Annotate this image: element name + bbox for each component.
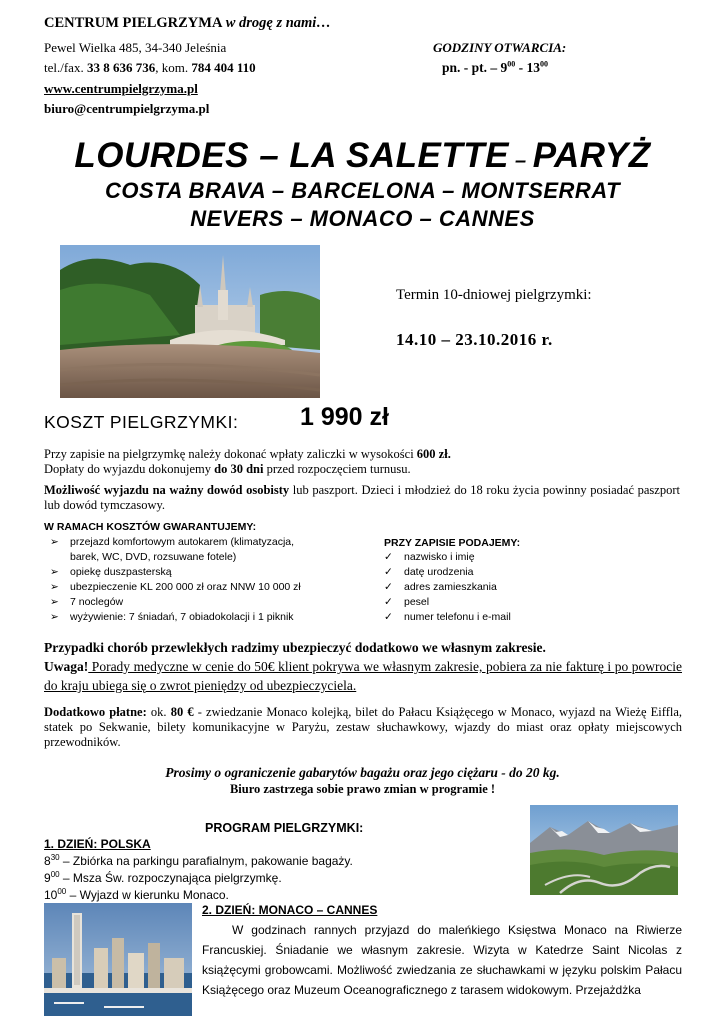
extra-amount: 80 € — [170, 705, 194, 719]
warning-text: Porady medyczne w cenie do 50€ klient pokrywa we własnym zakresie, pobiera za nie fakturę i po powrocie do kraju ubiega się o zwrot pieniędzy od ubezpieczyciela. — [44, 659, 682, 693]
guarantee-item-text: opiekę duszpasterską — [70, 566, 172, 578]
header-org — [44, 14, 331, 32]
time-minute: 00 — [50, 870, 60, 879]
guarantee-item-text: przejazd komfortowym autokarem (klimatyzacja, — [70, 536, 295, 548]
time-minute: 30 — [50, 853, 60, 862]
enroll-list — [378, 550, 678, 625]
hours-open-sup: 00 — [507, 59, 516, 69]
phone-line — [44, 59, 256, 77]
deposit-amount: 600 zł. — [416, 447, 451, 461]
list-item: ➢ opiekę duszpasterską — [50, 566, 172, 578]
list-item: ✓ nazwisko i imię — [384, 551, 475, 563]
changes-note: Biuro zastrzega sobie prawo zmian w programie ! — [229, 782, 496, 796]
subtitle-1: COSTA BRAVA – BARCELONA – MONTSERRAT — [104, 178, 621, 203]
day1-line — [44, 870, 353, 887]
luggage-note: Prosimy o ograniczenie gabarytów bagażu oraz jego ciężaru - do 20 kg. — [165, 765, 560, 780]
deposit-text: Przy zapisie na pielgrzymkę należy dokonać wpłaty zaliczki w wysokości — [44, 447, 417, 461]
main-title — [0, 135, 725, 182]
extra-label: Dodatkowo płatne: — [44, 705, 147, 719]
list-item: ✓ numer telefonu i e-mail — [384, 611, 511, 623]
list-item: ✓ pesel — [384, 596, 430, 608]
mobile-prefix: , kom. — [155, 60, 189, 75]
mountain-road-image — [530, 805, 678, 895]
term-dates: 14.10 – 23.10.2016 r. — [396, 330, 553, 349]
guarantee-item-text: 7 noclegów — [70, 596, 124, 608]
main-title-part2: PARYŻ — [532, 136, 651, 175]
org-name: CENTRUM PIELGRZYMA — [44, 15, 223, 31]
guarantee-list — [44, 535, 364, 625]
enroll-item-text: nazwisko i imię — [404, 551, 475, 563]
day2-title: 2. DZIEŃ: MONACO – CANNES — [202, 903, 378, 917]
term-label: Termin 10-dniowej pielgrzymki: — [396, 287, 592, 303]
subtitle-2: NEVERS – MONACO – CANNES — [190, 206, 535, 231]
phone-number: 33 8 636 736 — [86, 60, 156, 75]
guarantee-title: W RAMACH KOSZTÓW GWARANTUJEMY: — [44, 521, 257, 533]
price-label: KOSZT PIELGRZYMKI: — [44, 412, 239, 432]
warning-note — [44, 657, 682, 695]
day1-title: 1. DZIEŃ: POLSKA — [44, 837, 151, 851]
surcharge-line — [44, 462, 680, 477]
enroll-item-text: adres zamieszkania — [404, 581, 497, 593]
list-item: ➢ ubezpieczenie KL 200 000 zł oraz NNW 10 000 zł — [50, 581, 301, 593]
documents-text: lub paszport. Dzieci i młodzież do 18 roku życia powinny posiadać paszport lub dowód tymczasowy. — [44, 483, 680, 512]
phone-prefix: tel./fax. — [44, 60, 84, 75]
extra-text: - zwiedzanie Monaco kolejką, bilet do Pałacu Książęcego w Monaco, wyjazd na Wieżę Eiffla, statek po Sekwanie, bilety komunikacyjne w Paryżu, zestaw słuchawkowy, wjazdy do miast oraz opłaty miejscowych przewodników. — [44, 705, 683, 749]
documents-bold: Możliwość wyjazdu na ważny dowód osobisty — [44, 483, 290, 497]
enroll-item-text: datę urodzenia — [404, 566, 474, 578]
day1-line-text: – Wyjazd w kierunku Monaco. — [66, 888, 229, 902]
hours-value — [442, 59, 548, 77]
day1-section — [44, 836, 353, 904]
extra-costs — [44, 705, 682, 750]
day1-line-text: – Zbiórka na parkingu parafialnym, pakowanie bagaży. — [59, 854, 353, 868]
payment-info — [44, 447, 680, 513]
main-title-part1: LOURDES – LA SALETTE — [74, 136, 509, 175]
day2-text: W godzinach rannych przyjazd do maleńkiego Księstwa Monaco na Riwierze Francuskiej. Śniadanie we własnym zakresie. Wizyta w Katedrze Saint Nicolas z książęcymi grobowcami. Możliwość zwiedzania ze słuchawkami w języku polskim Pałacu Książęcego oraz Muzeum Oceanograficznego z tarasem widokowym. Przejażdżka — [202, 923, 682, 997]
day1-line — [44, 853, 353, 870]
extra-pre: ok. — [146, 705, 171, 719]
hours-sep: - 13 — [515, 60, 541, 75]
notes-block — [44, 638, 682, 695]
surcharge-text: Dopłaty do wyjazdu dokonujemy — [44, 462, 215, 476]
monaco-harbor-image — [44, 903, 192, 1016]
list-item: ➢ przejazd komfortowym autokarem (klimatyzacja, barek, WC, DVD, rozsuwane fotele) — [50, 536, 295, 563]
org-slogan: w drogę z nami… — [225, 15, 331, 31]
lourdes-sanctuary-image — [60, 245, 320, 398]
guarantee-item-text: ubezpieczenie KL 200 000 zł oraz NNW 10 000 zł — [70, 581, 301, 593]
list-item: ✓ adres zamieszkania — [384, 581, 497, 593]
time-hour: 9 — [44, 871, 51, 885]
list-item: ✓ datę urodzenia — [384, 566, 474, 578]
enroll-title: PRZY ZAPISIE PODAJEMY: — [384, 537, 521, 549]
day2-section — [202, 902, 682, 1000]
chronic-note: Przypadki chorób przewlekłych radzimy ubezpieczyć dodatkowo we własnym zakresie. — [44, 640, 546, 655]
warning-label: Uwaga! — [44, 659, 89, 674]
hours-title: GODZINY OTWARCIA: — [433, 40, 567, 55]
surcharge-deadline: do 30 dni — [214, 462, 264, 476]
address: Pewel Wielka 485, 34-340 Jeleśnia — [44, 40, 227, 55]
surcharge-text-end: przed rozpoczęciem turnusu. — [263, 462, 411, 476]
enroll-item-text: numer telefonu i e-mail — [404, 611, 511, 623]
list-item: ➢ 7 noclegów — [50, 596, 124, 608]
documents-line — [44, 483, 680, 513]
time-minute: 00 — [57, 887, 67, 896]
program-title: PROGRAM PIELGRZYMKI: — [205, 821, 364, 835]
price-value: 1 990 zł — [300, 403, 389, 431]
guarantee-item-cont: barek, WC, DVD, rozsuwane fotele) — [70, 551, 237, 563]
enroll-item-text: pesel — [404, 596, 430, 608]
hours-days: pn. - pt. – 9 — [442, 60, 508, 75]
main-title-dash: – — [508, 150, 533, 172]
mobile-number: 784 404 110 — [191, 60, 256, 75]
email-link[interactable]: biuro@centrumpielgrzyma.pl — [44, 101, 210, 116]
day1-line-text: – Msza Św. rozpoczynająca pielgrzymkę. — [59, 871, 282, 885]
time-hour: 10 — [44, 888, 58, 902]
website-link[interactable]: www.centrumpielgrzyma.pl — [44, 81, 198, 96]
time-hour: 8 — [44, 854, 51, 868]
guarantee-item-text: wyżywienie: 7 śniadań, 7 obiadokolacji i 1 piknik — [70, 611, 294, 623]
list-item: ➢ wyżywienie: 7 śniadań, 7 obiadokolacji i 1 piknik — [50, 611, 294, 623]
deposit-line — [44, 447, 680, 462]
hours-close-sup: 00 — [540, 59, 549, 69]
